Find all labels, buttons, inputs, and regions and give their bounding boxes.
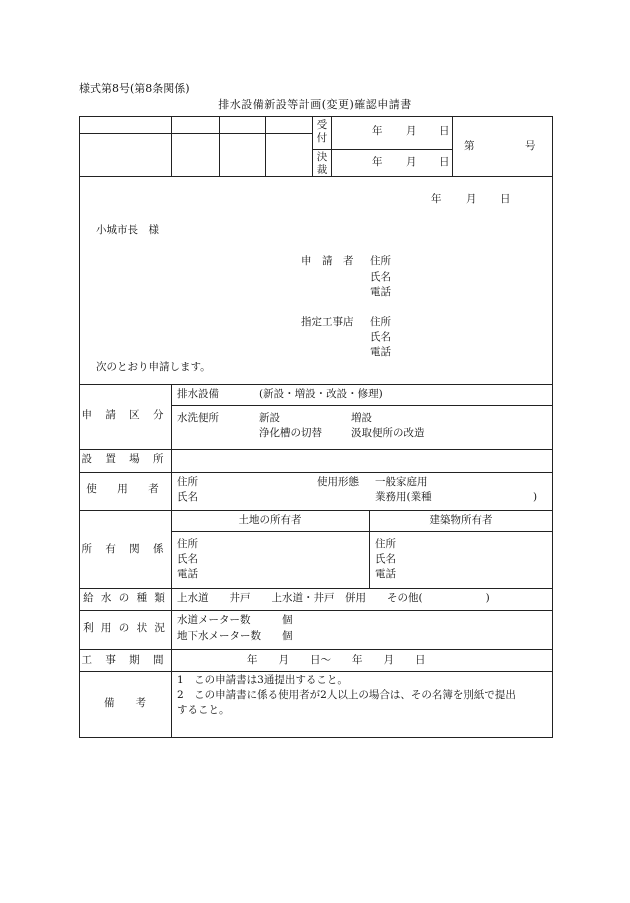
contractor-label: 指定工事店 — [301, 316, 354, 328]
land-owner-name: 氏名 — [177, 553, 198, 565]
category-label: 申 請 区 分 — [81, 409, 169, 421]
usage-household: 一般家庭用 — [375, 476, 428, 488]
usage-status-label: 利 用 の 状 況 — [83, 622, 167, 634]
option-septic-switch: 浄化槽の切替 — [259, 427, 322, 439]
application-date-month: 月 — [466, 193, 477, 205]
approval-date-month: 月 — [406, 156, 417, 168]
approval-label: 決 裁 — [316, 151, 328, 176]
remark-2: 2 この申請書に係る使用者が2人以上の場合は、その名簿を別紙で提出 — [177, 689, 516, 701]
number-prefix: 第 — [464, 140, 475, 152]
water-supply-label: 給 水 の 種 類 — [83, 592, 167, 604]
applicant-label: 申 請 者 — [301, 255, 354, 267]
water-meter-count: 水道メーター数 個 — [177, 614, 293, 626]
category-drainage-options: (新設・増設・改設・修理) — [259, 388, 383, 400]
construction-period-label: 工 事 期 間 — [81, 654, 169, 666]
approval-date-day: 日 — [439, 156, 450, 168]
user-address-label: 住所 — [177, 476, 198, 488]
application-form — [79, 116, 553, 738]
contractor-name-label: 氏名 — [370, 331, 391, 343]
usage-type-label: 使用形態 — [317, 476, 359, 488]
contractor-phone-label: 電話 — [370, 346, 391, 358]
reception-label: 受 付 — [316, 119, 328, 144]
reception-date-month: 月 — [406, 125, 417, 137]
application-date-day: 日 — [500, 193, 511, 205]
category-flush-toilet: 水洗便所 — [177, 412, 219, 424]
land-owner-address: 住所 — [177, 538, 198, 550]
option-new: 新設 — [259, 412, 280, 424]
building-owner-phone: 電話 — [375, 568, 396, 580]
number-suffix: 号 — [525, 140, 536, 152]
usage-business: 業務用(業種 — [375, 491, 432, 503]
construction-period-value: 年 月 日～ 年 月 日 — [247, 654, 426, 666]
form-title: 排水設備新設等計画(変更)確認申請書 — [218, 98, 412, 111]
groundwater-meter-count: 地下水メーター数 個 — [177, 630, 293, 642]
building-owner-header: 建築物所有者 — [429, 514, 493, 526]
site-label: 設 置 場 所 — [81, 453, 169, 465]
applicant-address-label: 住所 — [370, 255, 391, 267]
option-expand: 増設 — [351, 412, 372, 424]
applicant-name-label: 氏名 — [370, 271, 391, 283]
approval-date-year: 年 — [372, 156, 383, 168]
land-owner-header: 土地の所有者 — [238, 514, 302, 526]
form-number: 様式第8号(第8条関係) — [79, 82, 190, 95]
remark-1: 1 この申請書は3通提出すること。 — [177, 674, 348, 686]
application-date-year: 年 — [431, 193, 442, 205]
applicant-phone-label: 電話 — [370, 286, 391, 298]
option-toilet-conversion: 汲取便所の改造 — [351, 427, 425, 439]
remark-2-continued: すること。 — [177, 704, 230, 716]
ownership-label: 所 有 関 係 — [81, 543, 169, 555]
user-label: 使 用 者 — [86, 483, 164, 495]
category-drainage: 排水設備 — [177, 388, 219, 400]
reception-date-day: 日 — [439, 125, 450, 137]
closing-statement: 次のとおり申請します。 — [96, 361, 211, 373]
usage-business-close: ) — [533, 491, 538, 503]
water-supply-options: 上水道 井戸 上水道・井戸 併用 その他( ) — [177, 592, 490, 604]
reception-date-year: 年 — [372, 125, 383, 137]
contractor-address-label: 住所 — [370, 316, 391, 328]
land-owner-phone: 電話 — [177, 568, 198, 580]
user-name-label: 氏名 — [177, 491, 198, 503]
remarks-label: 備 考 — [104, 697, 146, 709]
building-owner-name: 氏名 — [375, 553, 396, 565]
building-owner-address: 住所 — [375, 538, 396, 550]
addressee: 小城市長 様 — [96, 224, 159, 236]
